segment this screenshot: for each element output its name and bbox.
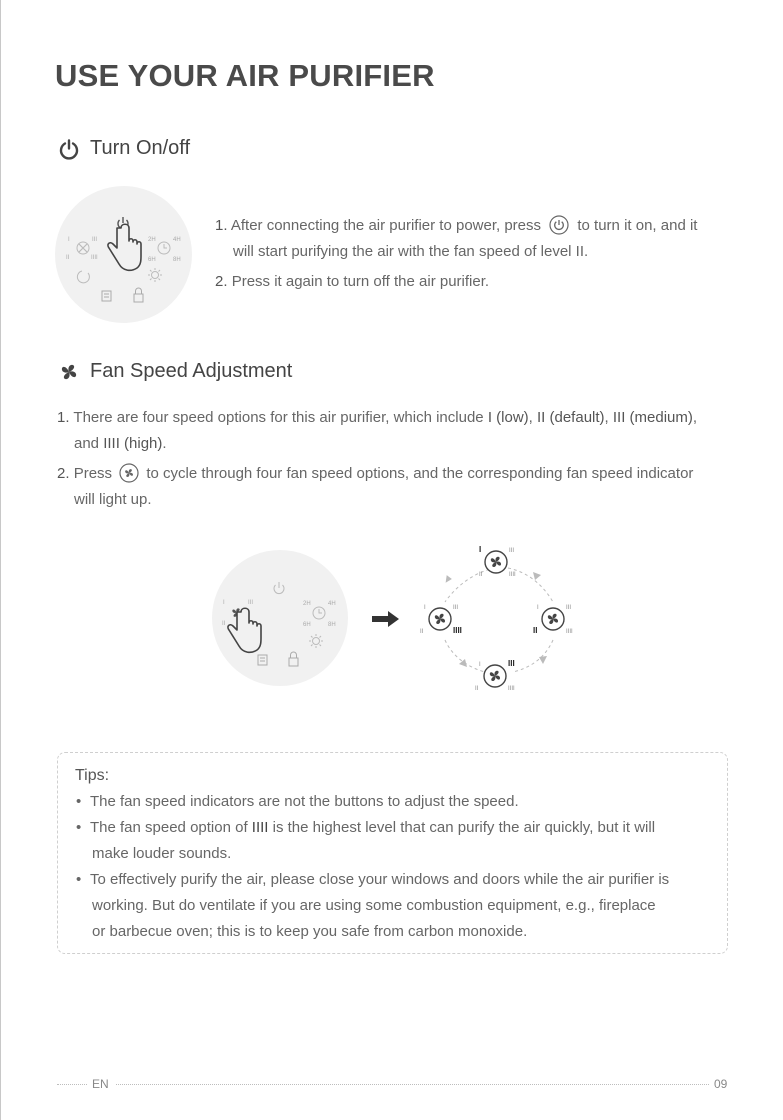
fan-speed-step-1: 1. There are four speed options for this air purifier, which include I (low), II (default), III (medium), xyxy=(57,409,698,426)
speed-level-iiii-state xyxy=(475,659,515,692)
timer-2h-indicator: 2H xyxy=(148,237,156,243)
speed-ii-indicator: II xyxy=(222,621,226,627)
svg-text:IIII: IIII xyxy=(453,626,462,635)
control-panel-illustration-power xyxy=(55,186,192,323)
lock-small-icon xyxy=(134,288,143,302)
svg-text:III: III xyxy=(566,605,572,611)
footer-page-number: 09 xyxy=(714,1077,728,1091)
filter-small-icon xyxy=(102,291,111,301)
turn-on-step-1-line2: will start purifying the air with the fan speed of level II. xyxy=(233,243,589,260)
tip-item-2: • The fan speed option of IIII is the highest level that can purify the air quickly, but it will xyxy=(76,819,656,836)
speed-iii-indicator: III xyxy=(92,237,98,243)
timer-2h-indicator: 2H xyxy=(303,601,311,607)
turn-on-step-1: 1. After connecting the air purifier to power, press to turn it on, and it xyxy=(215,217,698,234)
timer-small-icon xyxy=(313,607,325,619)
footer-language: EN xyxy=(92,1077,109,1091)
fan-icon xyxy=(58,361,80,383)
brightness-small-icon xyxy=(148,268,162,282)
speed-iii-indicator: III xyxy=(248,600,254,606)
brightness-small-icon xyxy=(309,634,323,648)
pointing-hand-icon xyxy=(108,224,141,270)
svg-text:III: III xyxy=(509,548,515,554)
lock-small-icon xyxy=(289,652,298,666)
timer-small-icon xyxy=(158,242,170,254)
timer-4h-indicator: 4H xyxy=(173,237,181,243)
power-button-inline-icon xyxy=(549,215,569,235)
control-panel-illustration-fan xyxy=(212,550,348,686)
svg-text:I: I xyxy=(537,605,539,611)
footer-rule-right xyxy=(116,1084,709,1085)
fan-small-icon xyxy=(77,242,89,254)
footer-rule-left xyxy=(57,1084,87,1085)
tip-item-1: • The fan speed indicators are not the buttons to adjust the speed. xyxy=(76,793,519,810)
tips-title: Tips: xyxy=(75,767,110,784)
right-arrow-icon xyxy=(372,610,400,628)
svg-text:IIII: IIII xyxy=(509,572,516,578)
speed-ii-indicator: II xyxy=(66,255,70,261)
svg-text:IIII: IIII xyxy=(508,686,515,692)
fan-speed-step-2: 2. Press to cycle through four fan speed options, and the corresponding fan speed indicator xyxy=(57,465,694,482)
power-small-icon xyxy=(274,582,284,594)
svg-text:I: I xyxy=(479,662,481,668)
speed-i-indicator: I xyxy=(68,237,70,243)
svg-text:I: I xyxy=(424,605,426,611)
timer-6h-indicator: 6H xyxy=(148,257,156,263)
page-title: USE YOUR AIR PURIFIER xyxy=(55,58,435,93)
section-turn-on-off-title: Turn On/off xyxy=(90,137,191,159)
svg-text:II: II xyxy=(420,629,424,635)
power-icon xyxy=(58,138,80,160)
svg-text:III: III xyxy=(453,605,459,611)
svg-text:III: III xyxy=(508,659,515,668)
timer-8h-indicator: 8H xyxy=(173,257,181,263)
section-fan-speed-title: Fan Speed Adjustment xyxy=(90,360,293,382)
filter-reset-small-icon xyxy=(77,271,89,283)
speed-level-i-state xyxy=(479,545,516,578)
section-fan-speed-heading xyxy=(58,360,292,383)
turn-on-step-2: 2. Press it again to turn off the air purifier. xyxy=(215,273,490,290)
fan-speed-step-1-line2: and IIII (high). xyxy=(74,435,167,452)
speed-i-indicator: I xyxy=(223,600,225,606)
speed-level-iii-state xyxy=(533,605,573,635)
timer-4h-indicator: 4H xyxy=(328,601,336,607)
timer-6h-indicator: 6H xyxy=(303,622,311,628)
pointing-hand-icon xyxy=(228,608,261,652)
tip-item-3-line2: working. But do ventilate if you are using some combustion equipment, e.g., fireplace xyxy=(92,897,656,914)
speed-level-ii-state xyxy=(420,605,462,635)
svg-text:IIII: IIII xyxy=(566,629,573,635)
svg-text:II: II xyxy=(479,572,483,578)
fan-speed-cycle-diagram xyxy=(415,540,585,700)
tip-item-2-line2: make louder sounds. xyxy=(92,845,232,862)
fan-speed-step-2-line2: will light up. xyxy=(74,491,152,508)
fan-button-inline-icon xyxy=(119,463,139,483)
tip-item-3: • To effectively purify the air, please close your windows and doors while the air purifier is xyxy=(76,871,670,888)
tips-box xyxy=(57,752,728,954)
section-turn-on-off-heading xyxy=(58,137,190,160)
svg-text:II: II xyxy=(475,686,479,692)
svg-text:I: I xyxy=(479,545,482,554)
filter-small-icon xyxy=(258,655,267,665)
timer-8h-indicator: 8H xyxy=(328,622,336,628)
page-border xyxy=(0,0,1,1120)
svg-text:II: II xyxy=(533,626,538,635)
tip-item-3-line3: or barbecue oven; this is to keep you safe from carbon monoxide. xyxy=(92,923,528,940)
speed-iiii-indicator: IIII xyxy=(91,255,98,261)
